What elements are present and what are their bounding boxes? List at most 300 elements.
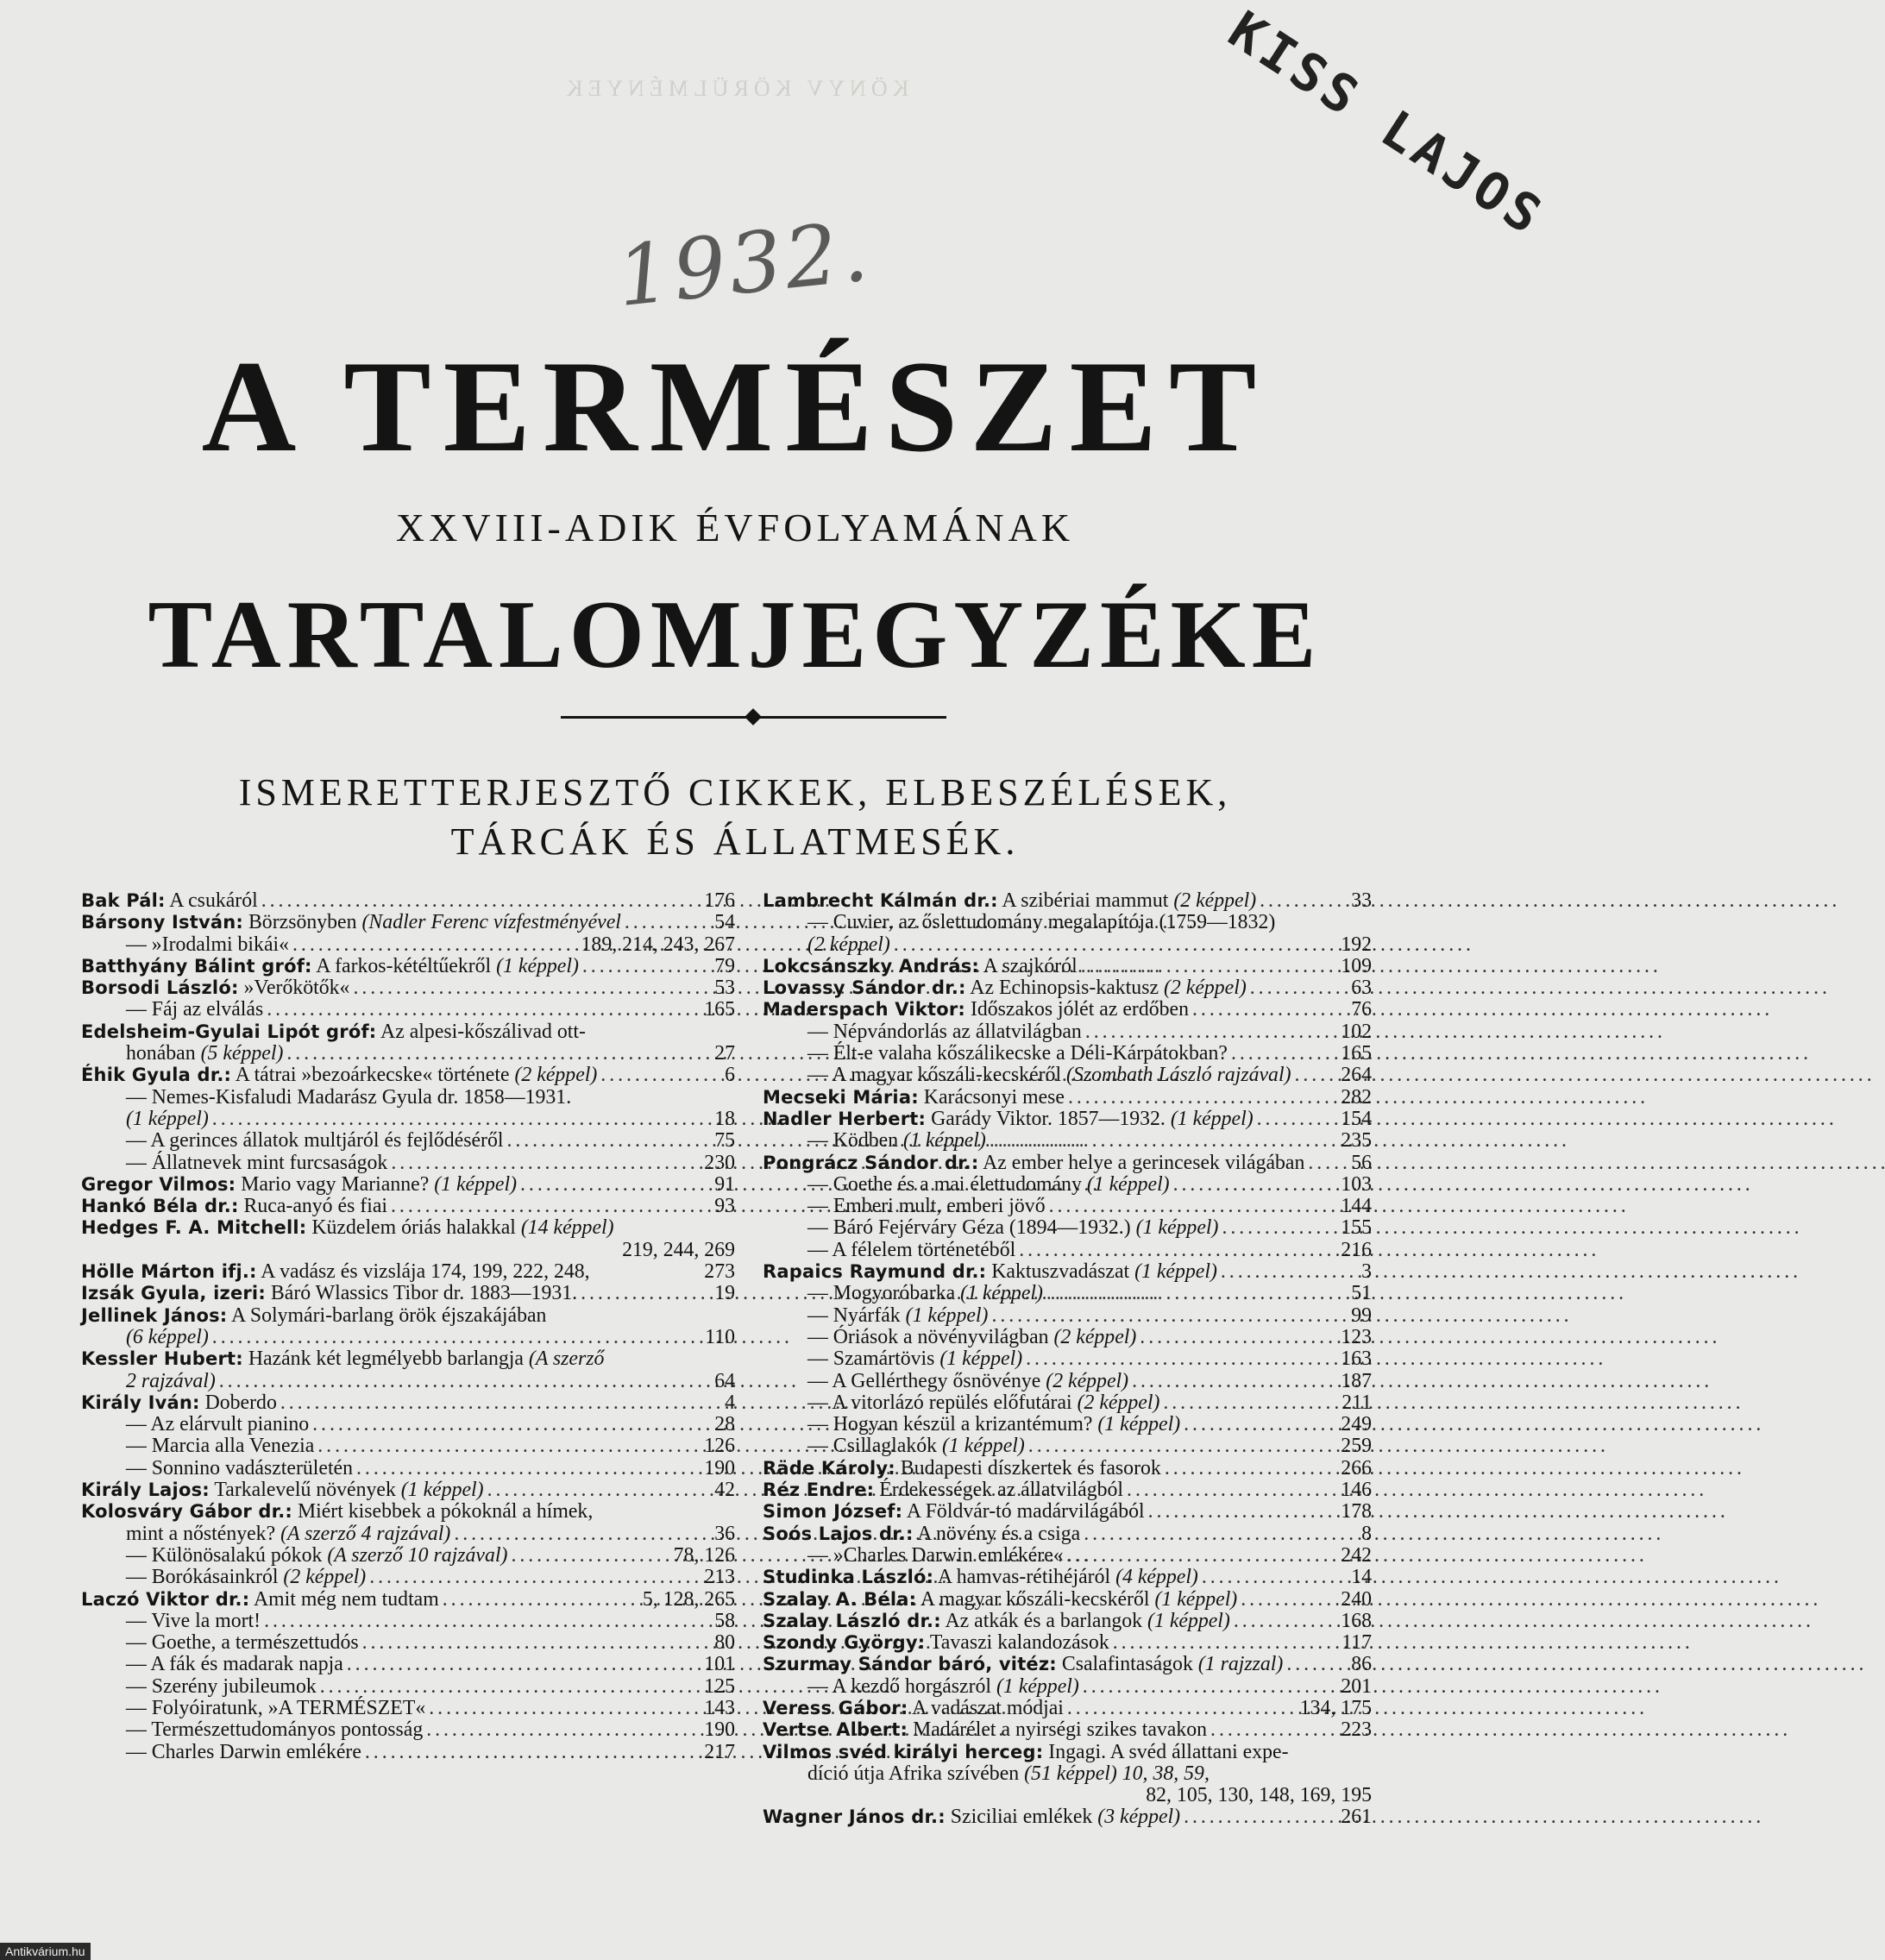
contents-entry [763, 1392, 1372, 1414]
entry-title: mint a nőstények? [126, 1522, 276, 1545]
entry-text [81, 1458, 353, 1479]
dot-leader [1068, 1087, 1337, 1109]
entry-page: 155 [1341, 1216, 1372, 1240]
contents-entry [763, 1371, 1372, 1392]
entry-title: Tavaszi kalandozások [929, 1631, 1109, 1655]
entry-page: 165 [1341, 1042, 1372, 1065]
entry-author: Kolosváry Gábor dr.: [81, 1501, 292, 1523]
entry-page: 163 [1341, 1348, 1372, 1371]
contents-entry [81, 1435, 735, 1457]
entry-author: Pongrácz Sándor dr.: [763, 1152, 979, 1173]
contents-entry [81, 1545, 735, 1567]
entry-title: Miért kisebbek a pókoknál a hímek, [297, 1500, 594, 1523]
entry-author: Szurmay Sándor báró, vitéz: [763, 1654, 1057, 1675]
dot-leader [625, 912, 711, 933]
contents-entry [763, 1153, 1372, 1174]
dot-leader [520, 1174, 711, 1196]
entry-text [81, 977, 349, 999]
dot-leader [1163, 1392, 1338, 1414]
entry-title: — Az elárvult pianino [126, 1413, 310, 1436]
handwritten-year: 1932. [612, 202, 876, 326]
dot-leader [1184, 1414, 1337, 1435]
entry-title: — A vitorlázó repülés előfutárai [807, 1391, 1072, 1414]
entry-title: — Cuvier, az őslettudomány megalapítója (1759—1832) [807, 911, 1276, 934]
entry-title: Az alpesi-kőszálivad ott- [380, 1020, 586, 1043]
contents-entry [763, 1632, 1372, 1654]
entry-text [763, 1109, 1254, 1130]
contents-entry [763, 1785, 1372, 1806]
contents-entry [763, 956, 1372, 977]
contents-entry [763, 1021, 1372, 1043]
entry-text [81, 1305, 546, 1327]
contents-column-right [763, 890, 1372, 1829]
dot-leader [1081, 956, 1338, 977]
entry-page: 79 [714, 954, 735, 977]
dot-leader [1049, 1196, 1338, 1217]
dot-leader [581, 1283, 711, 1304]
entry-author: Vertse Albert: [763, 1719, 908, 1741]
entry-note: (14 képpel) [520, 1216, 614, 1240]
dot-leader [600, 1065, 721, 1086]
contents-entry [763, 1043, 1372, 1065]
contents-entry [763, 934, 1372, 956]
entry-note: (1 képpel) [942, 1435, 1025, 1458]
section-heading-line-2: TÁRCÁK ÉS ÁLLATMESÉK. [450, 820, 1020, 863]
entry-title: — A kezdő horgászról [807, 1674, 992, 1698]
entry-note: (1 rajzzal) [1197, 1653, 1284, 1676]
entry-page: 144 [1341, 1195, 1372, 1218]
entry-note: (A szerző 10 rajzával) [327, 1543, 508, 1567]
entry-note: (Szombath László rajzával) [1066, 1064, 1291, 1087]
entry-text [81, 1523, 450, 1545]
entry-page: 58 [714, 1609, 735, 1632]
bleed-through-header: KÖNYV KÖRÜLMÉNYEK [561, 76, 909, 101]
entry-text [763, 1283, 1043, 1304]
dot-leader [317, 1435, 701, 1457]
entry-author: Lokcsánszky András: [763, 955, 979, 977]
entry-text [763, 1589, 1237, 1611]
entry-page: 4 [725, 1391, 735, 1414]
entry-note: (5 képpel) [200, 1042, 284, 1065]
entry-author: Szalay A. Béla: [763, 1588, 917, 1610]
entry-text [763, 1348, 1022, 1370]
entry-page: 235 [1341, 1129, 1372, 1153]
entry-text [763, 1065, 1291, 1086]
dot-leader [391, 1153, 701, 1174]
entry-title: Garády Viktor. 1857—1932. [931, 1107, 1166, 1130]
dot-leader [1140, 1327, 1337, 1348]
entry-note: (1 képpel) [905, 1304, 989, 1327]
entry-page: 134, 175 [1299, 1696, 1372, 1719]
entry-text [763, 1174, 1170, 1196]
entry-page: 125 [704, 1674, 735, 1698]
entry-text [81, 1174, 517, 1196]
entry-text [763, 1043, 1228, 1065]
contents-entry [763, 1109, 1372, 1130]
entry-title: — Mogyoróbarka [807, 1282, 956, 1305]
entry-title: — Nemes-Kisfaludi Madarász Gyula dr. 1858—1931. [126, 1085, 572, 1109]
contents-entry [81, 999, 735, 1021]
contents-entry [763, 1654, 1372, 1675]
entry-author: Simon József: [763, 1501, 903, 1523]
dot-leader [261, 890, 701, 912]
entry-text [81, 1719, 423, 1741]
entry-text [81, 1130, 503, 1152]
entry-title: — Goethe és a mai élettudomány [807, 1172, 1082, 1196]
dot-leader [1192, 999, 1348, 1021]
dot-leader [1210, 1719, 1337, 1741]
entry-note: (A szerző [528, 1348, 605, 1371]
entry-text [763, 934, 890, 956]
entry-text [763, 1392, 1159, 1414]
contents-entry [81, 1698, 735, 1719]
entry-page: 82, 105, 130, 148, 169, 195 [1146, 1784, 1372, 1807]
entry-note: (1 képpel) [939, 1348, 1023, 1371]
dot-leader [1202, 1567, 1348, 1588]
contents-entry [81, 1261, 735, 1283]
entry-text [763, 912, 1275, 933]
entry-page: 19 [714, 1282, 735, 1305]
entry-page: 33 [1351, 889, 1372, 912]
entry-page: 93 [714, 1195, 735, 1218]
entry-note: (2 képpel) [1077, 1391, 1160, 1414]
entry-page: 53 [714, 977, 735, 1000]
dot-leader [1241, 1589, 1337, 1611]
entry-author: Lovassy Sándor dr.: [763, 977, 966, 999]
entry-title: — Borókásainkról [126, 1566, 279, 1589]
entry-page: 6 [725, 1064, 735, 1087]
entry-text [81, 1501, 593, 1523]
entry-title: Hazánk két legmélyebb barlangja [248, 1348, 524, 1371]
entry-page: 266 [1341, 1456, 1372, 1479]
entry-text [763, 977, 1247, 999]
entry-note: (1 képpel) [996, 1674, 1079, 1698]
entry-title: — Fáj az elválás [126, 998, 264, 1021]
contents-entry [763, 1327, 1372, 1348]
entry-title: — »Irodalmi bikái« [126, 933, 290, 956]
contents-entry [81, 977, 735, 999]
dot-leader [1257, 1109, 1338, 1130]
entry-page: 51 [1351, 1282, 1372, 1305]
entry-page: 223 [1341, 1718, 1372, 1742]
entry-title: — Goethe, a természettudós [126, 1631, 359, 1655]
entry-page: 56 [1351, 1151, 1372, 1174]
contents-entry [81, 1676, 735, 1698]
entry-text [81, 1392, 277, 1414]
entry-page: 102 [1341, 1020, 1372, 1043]
dot-leader [511, 1545, 669, 1567]
entry-title: Madárélet a nyirségi szikes tavakon [913, 1718, 1208, 1742]
entry-page: 78, 126 [673, 1543, 735, 1567]
entry-title: — A magyar kőszáli-kecskéről [807, 1064, 1062, 1087]
dot-leader [212, 1109, 711, 1130]
entry-title: A farkos-kétéltűekről [316, 954, 492, 977]
entry-page: 109 [1341, 954, 1372, 977]
dot-leader [1132, 1371, 1337, 1392]
entry-page: 282 [1341, 1085, 1372, 1109]
contents-entry [763, 1523, 1372, 1545]
entry-title: Sziciliai emlékek [950, 1806, 1093, 1829]
dot-leader [320, 1676, 701, 1698]
entry-text [81, 912, 621, 933]
dot-leader [426, 1719, 701, 1741]
entry-note: (2 képpel) [1173, 889, 1257, 912]
contents-column-left [81, 890, 735, 1763]
entry-page: 168 [1341, 1609, 1372, 1632]
entry-title: — Marcia alla Venezia [126, 1435, 315, 1458]
entry-author: Bak Pál: [81, 890, 166, 911]
contents-entry [763, 1087, 1372, 1109]
entry-page: 64 [714, 1369, 735, 1392]
dot-leader [353, 977, 711, 999]
contents-entry [81, 1087, 735, 1109]
entry-page: 189, 214, 243, 267 [581, 933, 735, 956]
entry-author: Kessler Hubert: [81, 1348, 243, 1370]
contents-entry [81, 1479, 735, 1501]
entry-title: A Földvár-tó madárvilágából [906, 1500, 1145, 1523]
dot-leader [1173, 1174, 1338, 1196]
entry-title: Ruca-anyó és fiai [243, 1195, 388, 1218]
entry-text [81, 1348, 604, 1370]
entry-text [81, 1043, 283, 1065]
entry-text [763, 1763, 1210, 1785]
entry-page: 230 [704, 1151, 735, 1174]
entry-text [81, 1196, 387, 1217]
entry-author: Hedges F. A. Mitchell: [81, 1217, 307, 1239]
entry-text [763, 1130, 986, 1152]
entry-page: 28 [714, 1413, 735, 1436]
contents-entry [81, 1414, 735, 1435]
entry-page: 18 [714, 1107, 735, 1130]
entry-text [763, 1021, 1082, 1043]
entry-page: 99 [1351, 1304, 1372, 1327]
contents-entry [81, 1283, 735, 1304]
contents-entry [81, 1217, 735, 1239]
dot-leader [267, 999, 701, 1021]
contents-entry [763, 1130, 1372, 1152]
contents-entry [763, 1305, 1372, 1327]
entry-text [81, 890, 258, 912]
entry-title: — Állatnevek mint furcsaságok [126, 1151, 388, 1174]
entry-text [81, 956, 579, 977]
dot-leader [369, 1567, 701, 1588]
entry-page: 101 [704, 1653, 735, 1676]
entry-title: — A Gellérthegy ősnövénye [807, 1369, 1041, 1392]
entry-title: Időszakos jólét az erdőben [970, 998, 1190, 1021]
dot-leader [1184, 1806, 1337, 1828]
entry-title: A szibériai mammut [1002, 889, 1169, 912]
entry-author: Nadler Herbert: [763, 1108, 927, 1129]
dot-leader [212, 1327, 701, 1348]
contents-entry [763, 1676, 1372, 1698]
entry-title: A hamvas-rétihéjáról [937, 1566, 1111, 1589]
entry-page: 217 [704, 1740, 735, 1763]
entry-title: A vadászat módjai [912, 1696, 1064, 1719]
contents-entry [81, 1654, 735, 1675]
contents-entry [763, 977, 1372, 999]
entry-title: A Solymári-barlang örök éjszakájában [231, 1304, 547, 1327]
entry-title: Börzsönyben [248, 911, 357, 934]
dot-leader [365, 1742, 701, 1763]
dot-leader [1231, 1043, 1337, 1065]
dot-leader [1260, 890, 1348, 912]
entry-page: 211 [1341, 1391, 1372, 1414]
entry-text [763, 1327, 1136, 1348]
entry-author: Hankó Béla dr.: [81, 1196, 239, 1217]
entry-title: A magyar kőszáli-kecskéről [920, 1587, 1150, 1611]
entry-author: Mecseki Mária: [763, 1086, 919, 1108]
entry-title: díció útja Afrika szívében [807, 1762, 1020, 1785]
entry-author: Réz Endre: [763, 1479, 875, 1501]
entry-note: (51 képpel) 10, 38, 59, [1024, 1762, 1210, 1785]
dot-leader [506, 1130, 711, 1152]
dot-leader [312, 1414, 711, 1435]
entry-text [81, 1654, 343, 1675]
entry-author: Studinka László: [763, 1567, 934, 1588]
entry-page: 86 [1351, 1653, 1372, 1676]
entry-title: honában [126, 1042, 196, 1065]
entry-page: 219, 244, 269 [622, 1238, 735, 1261]
entry-page: 154 [1341, 1107, 1372, 1130]
entry-text [763, 1654, 1283, 1675]
entry-text [763, 1632, 1109, 1654]
entry-text [81, 1632, 359, 1654]
entry-text [81, 1698, 425, 1719]
entry-note: (6 képpel) [126, 1325, 209, 1348]
entry-page: 42 [714, 1479, 735, 1502]
entry-author: Batthyány Bálint gróf: [81, 955, 312, 977]
dot-leader [429, 1698, 701, 1719]
entry-author: Lambrecht Kálmán dr.: [763, 890, 998, 911]
entry-title: — Emberi mult, emberi jövő [807, 1195, 1046, 1218]
entry-title: Mario vagy Marianne? [241, 1172, 430, 1196]
entry-text [763, 1435, 1025, 1457]
ornamental-rule-diamond [745, 708, 762, 726]
entry-title: — Óriások a növényvilágban [807, 1325, 1049, 1348]
dot-leader [1295, 1065, 1338, 1086]
entry-title: Küzdelem óriás halakkal [311, 1216, 516, 1240]
entry-note: (1 képpel) [1135, 1216, 1219, 1240]
entry-text [81, 1567, 366, 1588]
ownership-stamp: KISS LAJOS [1217, 0, 1556, 249]
entry-note: (2 képpel) [1163, 977, 1247, 1000]
entry-note: (1 képpel) [903, 1129, 986, 1153]
entry-text [763, 1153, 1304, 1174]
contents-entry [81, 1021, 735, 1043]
entry-page: 75 [714, 1129, 735, 1153]
entry-author: Räde Károly: [763, 1457, 895, 1479]
entry-note: (1 képpel) [1134, 1260, 1217, 1284]
entry-title: Az atkák és a barlangok [945, 1609, 1143, 1632]
dot-leader [1222, 1217, 1337, 1239]
entry-note: (1 képpel) [496, 954, 579, 977]
entry-title: Karácsonyi mese [923, 1085, 1065, 1109]
entry-page: 91 [714, 1172, 735, 1196]
entry-page: 80 [714, 1631, 735, 1655]
entry-note: (1 képpel) [1147, 1609, 1230, 1632]
contents-entry [763, 1348, 1372, 1370]
dot-leader [990, 1130, 1337, 1152]
contents-entry [81, 1130, 735, 1152]
contents-entry [81, 1567, 735, 1588]
entry-page: 261 [1341, 1806, 1372, 1829]
entry-text [763, 1611, 1230, 1632]
dot-leader [219, 1371, 711, 1392]
contents-entry [763, 1240, 1372, 1261]
entry-note: (1 képpel) [1170, 1107, 1254, 1130]
entry-title: Budapesti díszkertek és fasorok [900, 1456, 1161, 1479]
entry-note: (2 képpel) [807, 933, 890, 956]
entry-page: 110 [705, 1325, 735, 1348]
dot-leader [1067, 1545, 1338, 1567]
dot-leader [1019, 1240, 1337, 1261]
contents-entry [81, 1742, 735, 1763]
entry-author: Bársony István: [81, 912, 243, 933]
entry-text [763, 999, 1189, 1021]
entry-author: Király Iván: [81, 1391, 200, 1413]
entry-text [81, 1217, 614, 1239]
dot-leader [991, 1305, 1348, 1327]
entry-title: — Népvándorlás az állatvilágban [807, 1020, 1082, 1043]
entry-text [81, 934, 289, 956]
entry-author: Edelsheim-Gyulai Lipót gróf: [81, 1021, 377, 1042]
entry-page: 176 [704, 889, 735, 912]
entry-author: Wagner János dr.: [763, 1806, 946, 1828]
entry-page: 14 [1351, 1566, 1372, 1589]
dot-leader [1165, 1458, 1337, 1479]
contents-entry [81, 956, 735, 977]
entry-page: 117 [1341, 1631, 1372, 1655]
entry-title: — Természettudományos pontosság [126, 1718, 424, 1742]
entry-page: 146 [1341, 1479, 1372, 1502]
contents-entry [763, 1545, 1372, 1567]
dot-leader [264, 1611, 711, 1632]
entry-page: 249 [1341, 1413, 1372, 1436]
contents-entry [763, 1806, 1372, 1828]
entry-author: Maderspach Viktor: [763, 999, 965, 1021]
contents-entry [81, 1589, 735, 1611]
entry-text [763, 1698, 1064, 1719]
contents-entry [763, 1567, 1372, 1588]
contents-entry [763, 1589, 1372, 1611]
entry-title: — Csillaglakók [807, 1435, 938, 1458]
entry-note: (1 képpel) [1154, 1587, 1238, 1611]
entry-note: (1 képpel) [126, 1107, 209, 1130]
entry-text [763, 1479, 1123, 1501]
dot-leader [356, 1458, 701, 1479]
entry-page: 190 [704, 1456, 735, 1479]
entry-title: Kaktuszvadászat [991, 1260, 1130, 1284]
entry-page: 264 [1341, 1064, 1372, 1087]
entry-title: — Élt-e valaha kőszálikecske a Déli-Kárpátokban? [807, 1042, 1228, 1065]
dot-leader [1234, 1611, 1337, 1632]
entry-author: Soós Lajos dr.: [763, 1523, 914, 1544]
entry-page: 192 [1341, 933, 1372, 956]
dot-leader [1083, 1676, 1338, 1698]
entry-page: 240 [1341, 1587, 1372, 1611]
entry-text [81, 1109, 209, 1130]
contents-entry [81, 1611, 735, 1632]
dot-leader [1028, 1435, 1338, 1457]
contents-entry [763, 912, 1372, 933]
dot-leader [347, 1654, 701, 1675]
entry-title: — Hogyan készül a krizantémum? [807, 1413, 1093, 1436]
entry-note: (1 képpel) [960, 1282, 1043, 1305]
entry-note: (Nadler Ferenc vízfestményével [361, 911, 621, 934]
contents-entry [81, 1109, 735, 1130]
entry-text [763, 1240, 1015, 1261]
entry-author: Király Lajos: [81, 1479, 210, 1501]
